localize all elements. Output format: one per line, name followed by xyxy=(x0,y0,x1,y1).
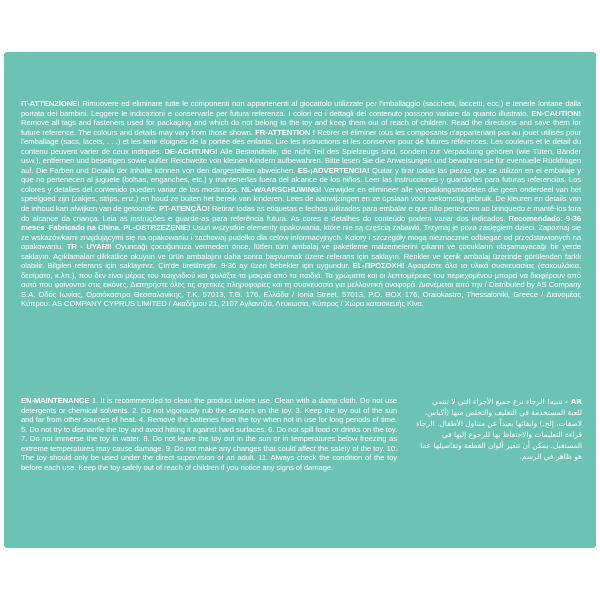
warning-text: Retirar todas as etiquetas e fechos utilizados para embalar e que não pertencem ao brinquedo e mantê-los fora do alcance da criança. Leia as instruções e guarde-as para referência futura. As cores e detalhes do conteúdo podem variar dos indicados. xyxy=(21,204,581,223)
language-heading: EN-CAUTION! xyxy=(531,108,581,118)
warning-text: Alle Bestandteile, die nicht Teil des Spielzeugs sind, sondern zur Verpackung gehören (wie Tüten, Bänder usw.), entfernen und beseitigen sowie außer Reichweite von kleinen Kindern aufbewahren. Bitte lesen Sie die Anweisungen und bewahren sie für eventuelle Rückfragen auf. Die Farben und Details der Inhalte können von den dargestellten abweichen. xyxy=(21,146,582,175)
maintenance-instructions xyxy=(21,396,397,472)
language-heading: IT-ATTENZIONE! xyxy=(21,99,80,108)
language-heading: PL-OSTRZEŻENIE! xyxy=(123,223,191,233)
warning-text: Αφαιρέστε όλα τα υλικά συσκευασίας (σακουλάκια, δεσίματα, κ.λπ.), που δεν είναι μέρος του παιχνιδιού και φυλάξτε τα μακριά από τα παιδιά. Τα χρώματα και οι λεπτομέρειες του περιεχομένου μπορεί να διαφέρουν από αυτά που φαίνονται στις εικόνες. Διατηρήστε όλες τις σχετικές πληροφορίες και τη συσκευασία για μελλοντική αναφορά. Διανέμεται από την / Distributed by AS Company S.A. Οδός Ιωνίας, Οραιόκαστρο Θεσσαλονίκης, Τ.Κ. 57013, Τ.Θ. 176, Ελλάδα / Ionia Street, 57013, P.O. BOX 176, Oraiokastro, Thessaloniki, Greece / Διανομέας Κύπρου: AS COMPANY CYPRUS LIMITED / Ακαδήμου 21, 2107 Αγλαντζιά, Λευκωσία, Κύπρος / Χώρα κατασκευής Κίνα. xyxy=(21,261,581,309)
language-heading: DE-ACHTUNG! xyxy=(164,146,218,156)
warning-text: Quitar y tirar todas las piezas que se utilizan en el embalaje y que no pertenecen al juguete (bolsas, enganches, etc.) y mantenerlas fuera del alcance de los niños. Leer las instrucciones y guardarlas para futuras referencias. Los colores y detalles del contenido pueden variar de los mostrados. xyxy=(21,165,582,194)
language-heading: TR - UYARI! xyxy=(66,242,112,252)
warning-text: تنبيه! الرجاء نزع جميع الأجزاء التي لا تنتمي للعبة المستخدمة في التغليف والتخلص منها (أكياس، لاصقات، إلخ.) وابقائها بعيداً عن متناول الأطفال. الرجاء قراءة التعليمات والاحتفاظ بها للرجوع إليها في المستقبل. يمكن أن تتغير ألوان القطعة وتفاصيلها عما هو ظاهر في الرسم. xyxy=(416,397,582,461)
warning-text: Retirer et éliminer tous les composants n'appartenant pas au jouet utilisés pour l'emballage (sacs, lacets, . . .) et les tenir éloignés de la portée des enfants. Lire les instructions et les conserver pour de futures références. Les couleurs et le détail du contenu peuvent varier de ceux indiqués. xyxy=(21,127,581,156)
instruction-label-panel xyxy=(4,52,596,548)
warning-text: Remove all tags and fasteners used for packaging and which do not belong to the toy and keep them out of reach of children. Read the directions and save them for future reference. The colours and details may vary from those shown. xyxy=(21,118,581,137)
multilingual-warnings xyxy=(21,99,581,309)
language-heading: EL-ΠΡΟΣΟΧΗ! xyxy=(352,261,405,271)
arabic-warning xyxy=(416,396,582,462)
language-heading: AR - xyxy=(564,397,582,406)
language-heading: Recomendado: 9-36 meses. Fabricado na China. xyxy=(21,213,581,233)
warning-text: 1. It is recommended to clean the product before use. Clean with a damp cloth. Do not use detergents or chemical solvents. 2. Do not vigorously rub the sensors on the toy. 3. Keep the toy out of the sun and far from other sources of heat. 4. Remove the batteries from the toy when not in use for long periods of time. 5. Do not try to dismantle the toy and avoid hitting it against hard surfaces. 6. Do not spill food or drinks on the toy. 7. Do not immerse the toy in water. 8. Do not leave the toy out in the sun or in temperatures below freezing as extreme temperatures may cause damage. 9. Do not make any changes that could affect the safety of the toy. 10. The toy should only be used under the direct supervision of an adult. 11. Always check the condition of the toy before each use. Keep the toy safely out of reach of children if you notice any signs of damage. xyxy=(21,396,397,472)
language-heading: FR-ATTENTION ! xyxy=(255,127,315,137)
warning-text: Rimuovere ed eliminare tutte le componenti non appartenenti al giocattolo utilizzate per l'imballaggio (sacchetti, laccetti, ecc.) e tenerle lontane dalla portata dei bambini. Leggere le indicazioni e conservarle per futura referenza. I colori ed i dettagli del contenuto possono variare da quanto illustrato. xyxy=(21,99,581,118)
warning-text: Usuń wszystkie elementy opakowania, które nie są częścią zabawki. Trzymaj je poza zasięgiem dzieci. Zapoznaj się ze wskazówkami znajdującymi się na opakowaniu i zachowaj pudełko dla celów informacyjnych. Kolory i szczegóły mogą nieznacznie odbiegać od przedstawionych na opakowaniu. xyxy=(21,223,581,252)
language-heading: EN-MAINTENANCE xyxy=(21,396,90,405)
language-heading: ES-¡ADVERTENCIA! xyxy=(297,165,370,175)
warning-text: Verwijder en elimineer alle verpakkingsmiddelen die geen onderdeel van het speelgoed zijn (zakjes, strips, enz.) en houd ze buiten het bereik van kinderen. Lees de aanwijzingen en ze opslaan voor toekomstig gebruik. De kleuren en details van de inhoud kan afwijken van de getoonde. xyxy=(21,184,581,214)
warning-text: Oyuncağı çocuğunuza vermeden önce, lütfen tüm ambalaj ve paketleme malzemelerini çıkarın ve çocukların ulaşamayacağı bir yerde saklayın. Açıklamaları dikkatlice okuyun ve ürün ambalajını daha sonra başvurmak üzere referans için saklayın. Renkler ve içerik ambalaj üzerinde görülenden farklı olabilir. Bilgileri referans için saklayınız. Çin'de üretilmiştir. 9-36 ay üzeri bebekler için uygundur. xyxy=(21,242,581,271)
language-heading: PT-ATENÇÃO! xyxy=(158,204,210,214)
language-heading: NL-WAARSCHUWING! xyxy=(241,184,322,194)
